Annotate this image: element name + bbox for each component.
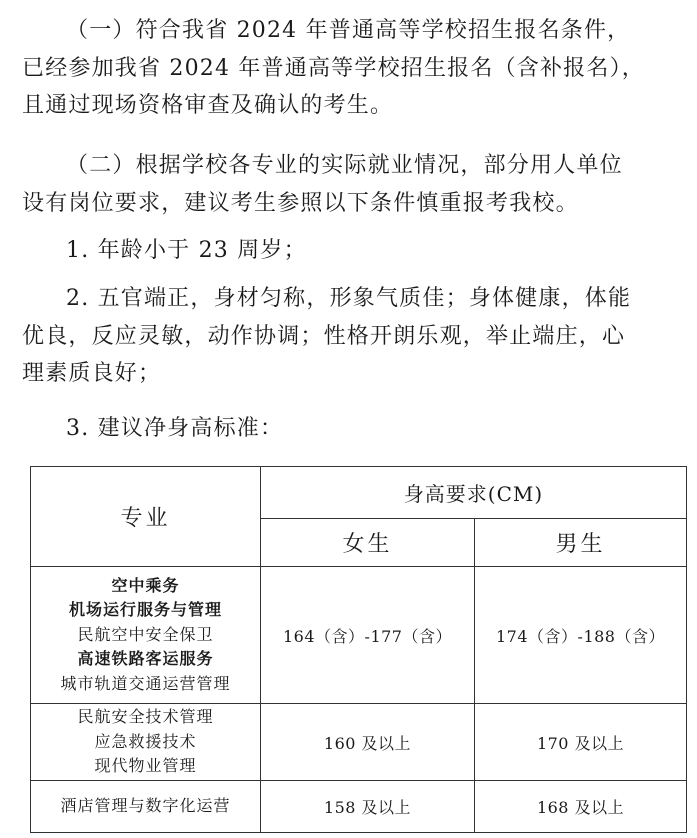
paragraph-eligibility	[22, 12, 682, 125]
item-height-standard	[22, 410, 682, 448]
paragraph-job-requirements	[22, 147, 682, 222]
header-female: 女生	[261, 519, 475, 567]
majors-cell	[31, 567, 261, 704]
header-male: 男生	[475, 519, 687, 567]
male-height-value: 174（含）-188（含）	[475, 567, 687, 704]
male-height-value: 170 及以上	[475, 704, 687, 781]
header-major: 专业	[31, 467, 261, 567]
height-requirement-table	[30, 466, 687, 833]
text-line: 3. 建议净身高标准：	[66, 416, 284, 441]
major-name: 应急救援技术	[94, 731, 197, 751]
text-line: （一）符合我省 2024 年普通高等学校招生报名条件，	[66, 18, 631, 43]
major-name: 城市轨道交通运营管理	[60, 673, 231, 693]
female-height-value: 158 及以上	[261, 781, 475, 833]
major-name: 酒店管理与数字化运营	[60, 796, 231, 816]
text-line: （二）根据学校各专业的实际就业情况，部分用人单位	[66, 153, 623, 178]
major-name: 民航空中安全保卫	[77, 624, 214, 644]
header-height-requirement: 身高要求(CM)	[261, 467, 687, 519]
female-height-value: 164（含）-177（含）	[261, 567, 475, 704]
female-height-value: 160 及以上	[261, 704, 475, 781]
major-name: 现代物业管理	[94, 756, 197, 776]
text-line: 1. 年龄小于 23 周岁；	[66, 238, 307, 263]
text-line: 2. 五官端正，身材匀称，形象气质佳；身体健康，体能	[66, 286, 632, 311]
major-name: 空中乘务	[111, 575, 180, 595]
majors-cell	[31, 781, 261, 833]
table-row	[31, 704, 687, 781]
item-appearance	[22, 280, 682, 393]
male-height-value: 168 及以上	[475, 781, 687, 833]
major-name: 高速铁路客运服务	[77, 649, 214, 669]
text-line: 优良，反应灵敏，动作协调；性格开朗乐观，举止端庄，心	[22, 323, 626, 349]
text-line: 已经参加我省 2024 年普通高等学校招生报名（含补报名），	[22, 55, 645, 81]
major-name: 机场运行服务与管理	[68, 600, 222, 620]
text-line: 设有岗位要求，建议考生参照以下条件慎重报考我校。	[22, 190, 579, 216]
major-name: 民航安全技术管理	[77, 707, 214, 727]
text-line: 理素质良好；	[22, 361, 162, 386]
text-line: 且通过现场资格审查及确认的考生。	[22, 93, 394, 118]
table-row	[31, 567, 687, 704]
table-row	[31, 781, 687, 833]
item-age	[22, 232, 682, 270]
majors-cell	[31, 704, 261, 781]
